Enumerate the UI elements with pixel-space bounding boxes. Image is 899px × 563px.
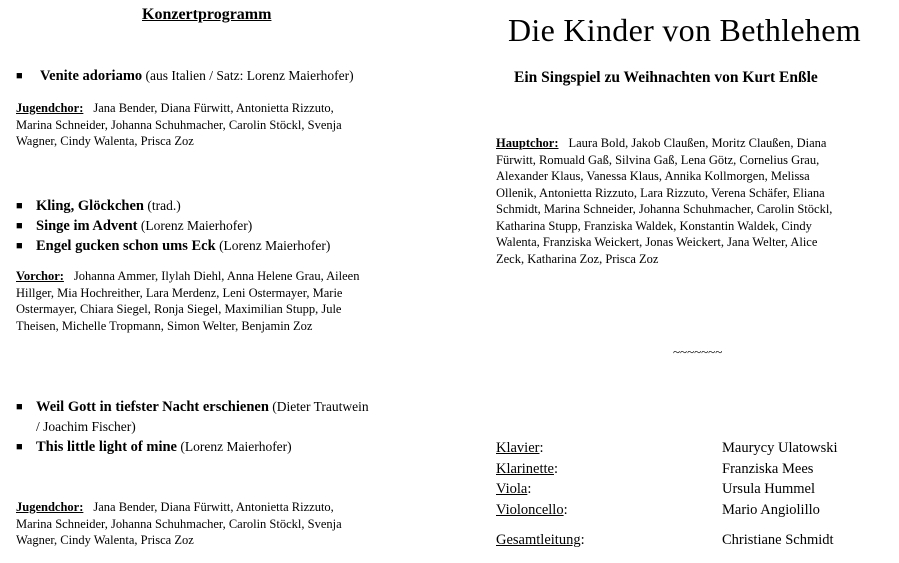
instrument-row xyxy=(496,500,886,521)
instrument-list xyxy=(496,438,886,551)
director-colon: : xyxy=(580,532,585,548)
separator: ~~~~~~~ xyxy=(673,344,723,359)
song-title: Singe im Advent xyxy=(36,218,138,234)
song-title: Kling, Glöckchen xyxy=(36,198,144,214)
bullet-icon: ■ xyxy=(16,70,23,82)
program-heading: Konzertprogramm xyxy=(142,6,272,23)
choir-line: Jana Bender, Diana Fürwitt, Antonietta Rizzuto, xyxy=(93,500,334,514)
song-item xyxy=(16,196,456,216)
choir-line: Wagner, Cindy Walenta, Prisca Zoz xyxy=(16,533,194,547)
bullet-icon: ■ xyxy=(16,240,23,252)
choir-label: Hauptchor: xyxy=(496,136,559,150)
instrument-player: Franziska Mees xyxy=(722,460,814,477)
choir-label: Vorchor: xyxy=(16,269,64,283)
choir-line: Alexander Klaus, Vanessa Klaus, Annika Kollmorgen, Melissa xyxy=(496,169,810,183)
choir-line: Schmidt, Marina Schneider, Johanna Schuhmacher, Carolin Stöckl, xyxy=(496,202,833,216)
choir-line: Katharina Stupp, Franziska Waldek, Konstantin Waldek, Cindy xyxy=(496,218,812,233)
song-list-2 xyxy=(16,196,456,256)
bullet-icon: ■ xyxy=(16,401,23,413)
director-name: Christiane Schmidt xyxy=(722,532,834,548)
song-note: (aus Italien / Satz: Lorenz Maierhofer) xyxy=(142,68,354,83)
song-title: Engel gucken schon ums Eck xyxy=(36,238,216,254)
song-item xyxy=(16,66,456,86)
instrument-row xyxy=(496,479,886,500)
song-item xyxy=(16,216,456,236)
song-title: This little light of mine xyxy=(36,439,177,455)
choir-line: Theisen, Michelle Tropmann, Simon Welter, Benjamin Zoz xyxy=(16,318,313,333)
choir-line: Marina Schneider, Johanna Schuhmacher, Carolin Stöckl, Svenja xyxy=(16,516,342,531)
instrument-colon: : xyxy=(563,501,568,518)
choir-line: Johanna Ammer, Ilylah Diehl, Anna Helene Grau, Aileen xyxy=(73,269,360,283)
song-note: (trad.) xyxy=(143,198,181,213)
choir-block-main xyxy=(496,135,891,267)
song-note: (Lorenz Maierhofer) xyxy=(137,218,253,233)
song-note-cont: / Joachim Fischer) xyxy=(36,419,136,434)
instrument-label: Klarinette xyxy=(496,460,554,477)
song-note: (Lorenz Maierhofer) xyxy=(176,439,292,454)
choir-line: Laura Bold, Jakob Claußen, Moritz Claußen, Diana xyxy=(568,136,827,150)
choir-label: Jugendchor: xyxy=(16,500,84,514)
subtitle: Ein Singspiel zu Weihnachten von Kurt Enßle xyxy=(514,69,818,86)
song-item xyxy=(16,397,456,437)
director-row xyxy=(496,530,886,551)
director-label: Gesamtleitung xyxy=(496,532,581,548)
song-note: (Lorenz Maierhofer) xyxy=(215,238,331,253)
choir-block-pre xyxy=(16,268,416,334)
instrument-row xyxy=(496,459,886,480)
choir-block-youth-1 xyxy=(16,100,396,150)
instrument-label: Klavier xyxy=(496,440,540,456)
choir-line: Jana Bender, Diana Fürwitt, Antonietta Rizzuto, xyxy=(93,101,334,115)
song-list-3 xyxy=(16,397,456,457)
choir-line: Ollenik, Antonietta Rizzuto, Lara Rizzuto, Verena Schäfer, Eliana xyxy=(496,185,825,200)
instrument-row xyxy=(496,438,886,459)
choir-line: Wagner, Cindy Walenta, Prisca Zoz xyxy=(16,134,194,148)
choir-block-youth-2 xyxy=(16,499,396,549)
instrument-label: Viola xyxy=(496,481,528,497)
song-list-1 xyxy=(16,66,456,86)
song-item xyxy=(16,437,456,457)
bullet-icon: ■ xyxy=(16,200,23,212)
instrument-player: Maurycy Ulatowski xyxy=(722,440,838,456)
song-note: (Dieter Trautwein xyxy=(268,399,369,414)
instrument-player: Mario Angiolillo xyxy=(722,501,820,518)
bullet-icon: ■ xyxy=(16,441,23,453)
instrument-colon: : xyxy=(527,481,532,497)
instrument-colon: : xyxy=(539,440,544,456)
choir-line: Fürwitt, Romuald Gaß, Silvina Gaß, Lena Götz, Cornelius Grau, xyxy=(496,152,820,167)
song-title: Venite adoriamo xyxy=(40,68,143,84)
bullet-icon: ■ xyxy=(16,220,23,232)
song-title: Weil Gott in tiefster Nacht erschienen xyxy=(36,399,269,415)
choir-line: Hillger, Mia Hochreither, Lara Merdenz, Leni Ostermayer, Marie xyxy=(16,285,343,300)
choir-line: Walenta, Franziska Weickert, Jonas Weickert, Jana Welter, Alice xyxy=(496,235,818,249)
instrument-player: Ursula Hummel xyxy=(722,481,816,497)
choir-line: Zeck, Katharina Zoz, Prisca Zoz xyxy=(496,251,659,266)
instrument-label: Violoncello xyxy=(496,501,564,518)
song-item xyxy=(16,236,456,256)
choir-line: Marina Schneider, Johanna Schuhmacher, Carolin Stöckl, Svenja xyxy=(16,117,342,132)
instrument-colon: : xyxy=(553,460,559,477)
main-title: Die Kinder von Bethlehem xyxy=(508,12,861,48)
choir-label: Jugendchor: xyxy=(16,101,84,115)
choir-line: Ostermayer, Chiara Siegel, Ronja Siegel, Maximilian Stupp, Jule xyxy=(16,302,342,316)
